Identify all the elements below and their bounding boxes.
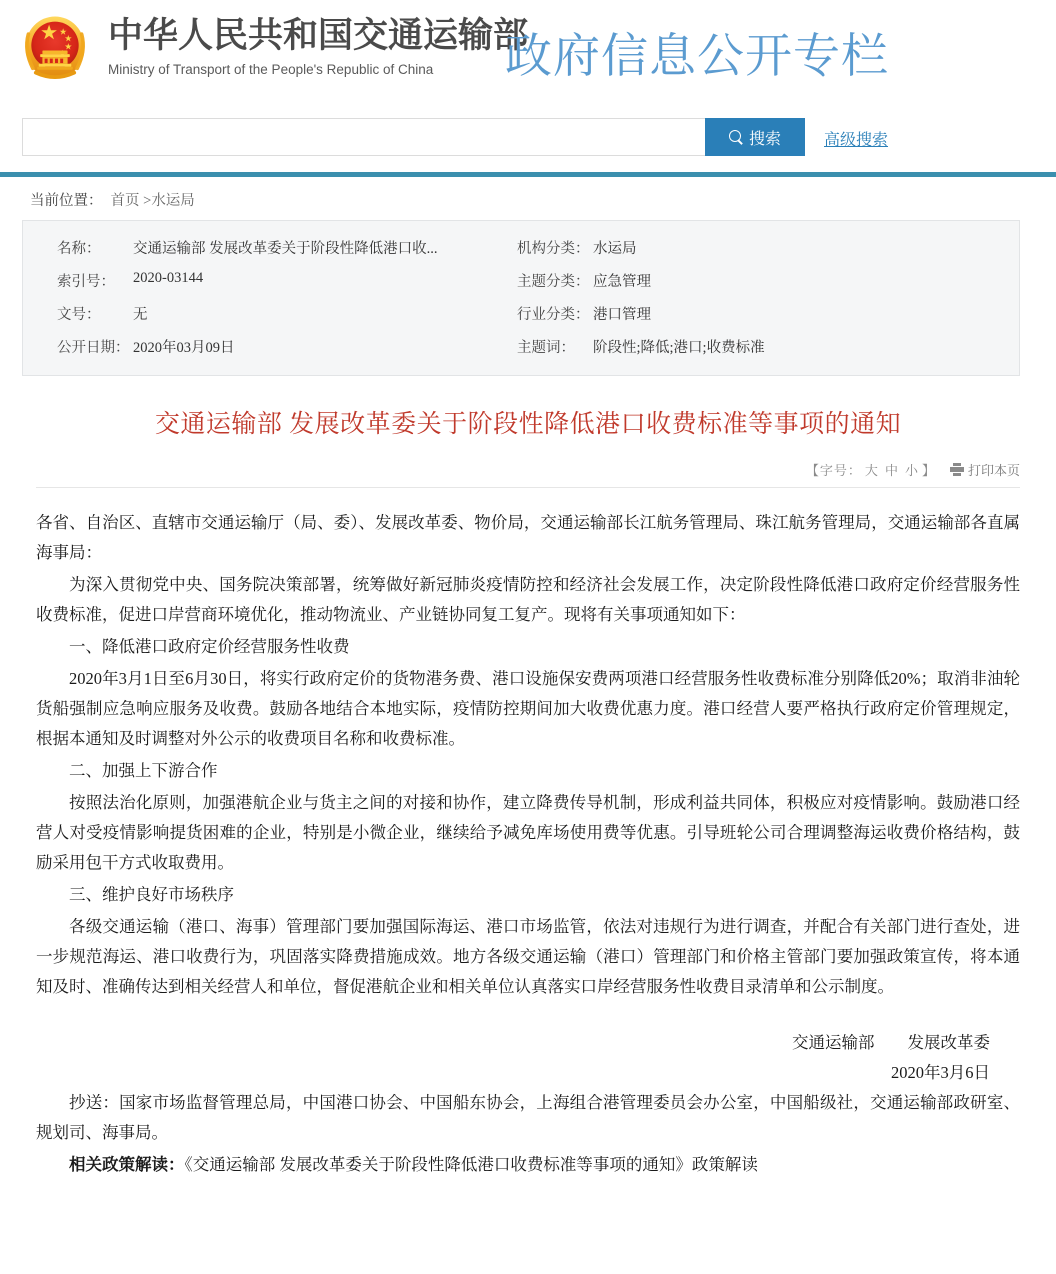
breadcrumb-home-link[interactable]: 首页 (110, 193, 140, 209)
article-paragraph: 为深入贯彻党中央、国务院决策部署，统筹做好新冠肺炎疫情防控和经济社会发展工作，决定阶段性降低港口政府定价经营服务性收费标准，促进口岸营商环境优化，推动物流业、产业链协同复工复产。现将有关事项通知如下： (36, 575, 1020, 624)
breadcrumb (0, 177, 1056, 220)
signature-block (36, 1028, 1020, 1088)
search-input[interactable] (22, 118, 712, 156)
cc-recipients: 抄送：国家市场监督管理总局，中国港口协会、中国船东协会，上海组合港管理委员会办公室，中国船级社，交通运输部政研室、规划司、海事局。 (36, 1093, 1020, 1142)
article (0, 406, 1056, 1180)
meta-value-keywords: 阶段性;降低;港口;收费标准 (593, 340, 765, 356)
article-section-heading: 三、维护良好市场秩序 (69, 885, 234, 904)
advanced-search-link[interactable]: 高级搜索 (824, 132, 889, 149)
print-page-link[interactable] (950, 460, 1020, 479)
meta-label-keywords: 主题词： (517, 340, 575, 356)
meta-label-index-no: 索引号： (57, 274, 115, 290)
font-size-large-button[interactable]: 大 (864, 463, 879, 478)
meta-label-name: 名称： (57, 241, 101, 257)
meta-value-index-no: 2020-03144 (133, 270, 204, 286)
article-section-heading: 二、加强上下游合作 (69, 761, 218, 780)
font-size-suffix: 】 (921, 463, 936, 478)
meta-value-industry-category: 港口管理 (593, 307, 651, 323)
printer-icon (950, 463, 964, 476)
related-policy-link[interactable]: 《交通运输部 发展改革委关于阶段性降低港口收费标准等事项的通知》政策解读 (184, 1155, 758, 1174)
meta-label-topic-category: 主题分类： (517, 274, 590, 290)
related-policy-block (36, 1150, 1020, 1180)
search-icon (729, 130, 744, 145)
meta-label-industry-category: 行业分类： (517, 307, 590, 323)
font-size-small-button[interactable]: 小 (904, 463, 919, 478)
site-header (0, 0, 1056, 110)
breadcrumb-separator: > (143, 193, 152, 209)
meta-label-org-category: 机构分类： (517, 241, 590, 257)
meta-label-doc-no: 文号： (57, 307, 101, 323)
search-button[interactable] (705, 118, 805, 156)
signature-issuers: 交通运输部 发展改革委 (792, 1033, 990, 1052)
meta-label-publish-date: 公开日期： (57, 340, 130, 356)
meta-value-doc-no: 无 (133, 307, 148, 323)
banner-title: 政府信息公开专栏 (505, 29, 889, 82)
search-button-label: 搜索 (748, 130, 781, 148)
search-row (0, 110, 1056, 172)
article-section-heading: 一、降低港口政府定价经营服务性收费 (69, 637, 350, 656)
article-paragraph: 各级交通运输（港口、海事）管理部门要加强国际海运、港口市场监管，依法对违规行为进行调查，并配合有关部门进行查处，进一步规范海运、港口收费行为，巩固落实降费措施成效。地方各级交通运输（港口）管理部门和价格主管部门要加强政策宣传，将本通知及时、准确传达到相关经营人和单位，督促港航企业和相关单位认真落实口岸经营服务性收费目录清单和公示制度。 (36, 917, 1020, 996)
document-metadata-table (22, 220, 1020, 376)
print-page-label: 打印本页 (967, 463, 1020, 478)
font-size-prefix: 【字号： (805, 463, 862, 478)
meta-value-name: 交通运输部 发展改革委关于阶段性降低港口收... (133, 241, 438, 257)
ministry-name-block (108, 14, 529, 79)
signature-date: 2020年3月6日 (891, 1063, 990, 1082)
national-emblem-icon (18, 12, 92, 86)
font-size-control (806, 460, 936, 479)
breadcrumb-label: 当前位置： (30, 193, 103, 209)
article-paragraph: 各省、自治区、直辖市交通运输厅（局、委）、发展改革委、物价局，交通运输部长江航务管理局、珠江航务管理局，交通运输部各直属海事局： (36, 513, 1020, 562)
font-size-medium-button[interactable]: 中 (884, 463, 899, 478)
article-paragraph: 2020年3月1日至6月30日，将实行政府定价的货物港务费、港口设施保安费两项港口经营服务性收费标准分别降低20%；取消非油轮货船强制应急响应服务及收费。鼓励各地结合本地实际，疫情防控期间加大收费优惠力度。港口经营人要严格执行政府定价管理规定，根据本通知及时调整对外公示的收费项目名称和收费标准。 (36, 669, 1020, 748)
ministry-name-en: Ministry of Transport of the People's Republic of China (108, 62, 434, 77)
meta-value-topic-category: 应急管理 (593, 274, 651, 290)
page-title: 交通运输部 发展改革委关于阶段性降低港口收费标准等事项的通知 (154, 411, 902, 438)
ministry-name-cn: 中华人民共和国交通运输部 (108, 16, 529, 55)
meta-value-publish-date: 2020年03月09日 (133, 340, 235, 356)
meta-value-org-category: 水运局 (593, 241, 637, 257)
article-paragraph: 按照法治化原则，加强港航企业与货主之间的对接和协作，建立降费传导机制，形成利益共同体，积极应对疫情影响。鼓励港口经营人对受疫情影响提货困难的企业，特别是小微企业，继续给予减免库场使用费等优惠。引导班轮公司合理调整海运收费价格结构，鼓励采用包干方式收取费用。 (36, 793, 1020, 872)
breadcrumb-current[interactable]: 水运局 (151, 193, 195, 209)
article-tools-row (36, 460, 1020, 488)
article-body (36, 508, 1020, 1180)
related-policy-label: 相关政策解读： (69, 1155, 185, 1174)
